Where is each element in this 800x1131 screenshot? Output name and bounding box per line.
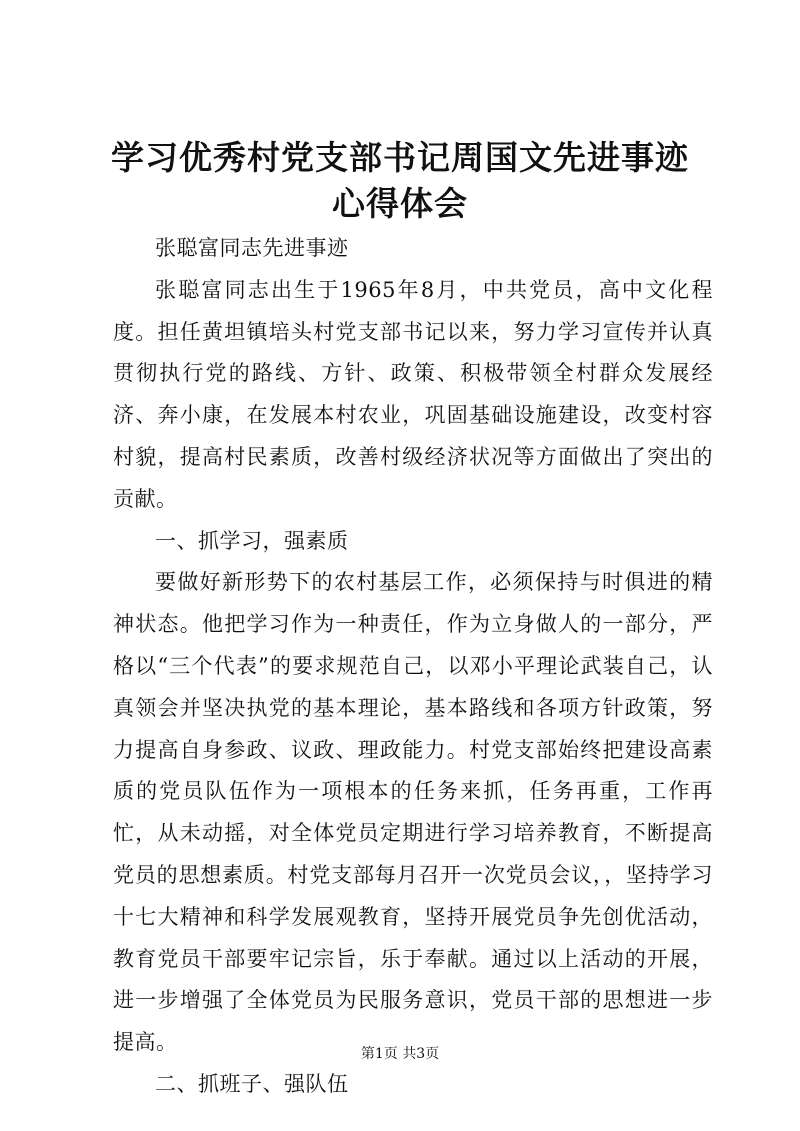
document-body (113, 228, 713, 1106)
section-heading-1: 一、抓学习，强素质 (155, 528, 349, 553)
document-title: 学习优秀村党支部书记周国文先进事迹心得体会 (111, 138, 689, 223)
paragraph-section-1: 要做好新形势下的农村基层工作，必须保持与时俱进的精神状态。他把学习作为一种责任，作为立身做人的一部分，严格以“三个代表”的要求规范自己，以邓小平理论武装自己，认真领会并坚决执党的基本理论，基本路线和各项方针政策，努力提高自身参政、议政、理政能力。村党支部始终把建设高素质的党员队伍作为一项根本的任务来抓，任务再重，工作再忙，从未动摇，对全体党员定期进行学习培养教育，不断提高党员的思想素质。村党支部每月召开一次党员会议，，坚持学习十七大精神和科学发展观教育，坚持开展党员争先创优活动，教育党员干部要牢记宗旨，乐于奉献。通过以上活动的开展，进一步增强了全体党员为民服务意识，党员干部的思想进一步提高。 (113, 570, 713, 1055)
page-footer: 第1页 共3页 (360, 1046, 440, 1062)
paragraph-heading-subject: 张聪富同志先进事迹 (155, 236, 349, 260)
paragraph-intro: 张聪富同志出生于1965年8月，中共党员，高中文化程度。担任黄坦镇培头村党支部书记以来，努力学习宣传并认真贯彻执行党的路线、方针、政策、积极带领全村群众发展经济、奔小康，在发展本村农业，巩固基础设施建设，改变村容村貌，提高村民素质，改善村级经济状况等方面做出了突出的贡献。 (113, 277, 713, 511)
section-heading-2: 二、抓班子、强队伍 (155, 1071, 349, 1096)
